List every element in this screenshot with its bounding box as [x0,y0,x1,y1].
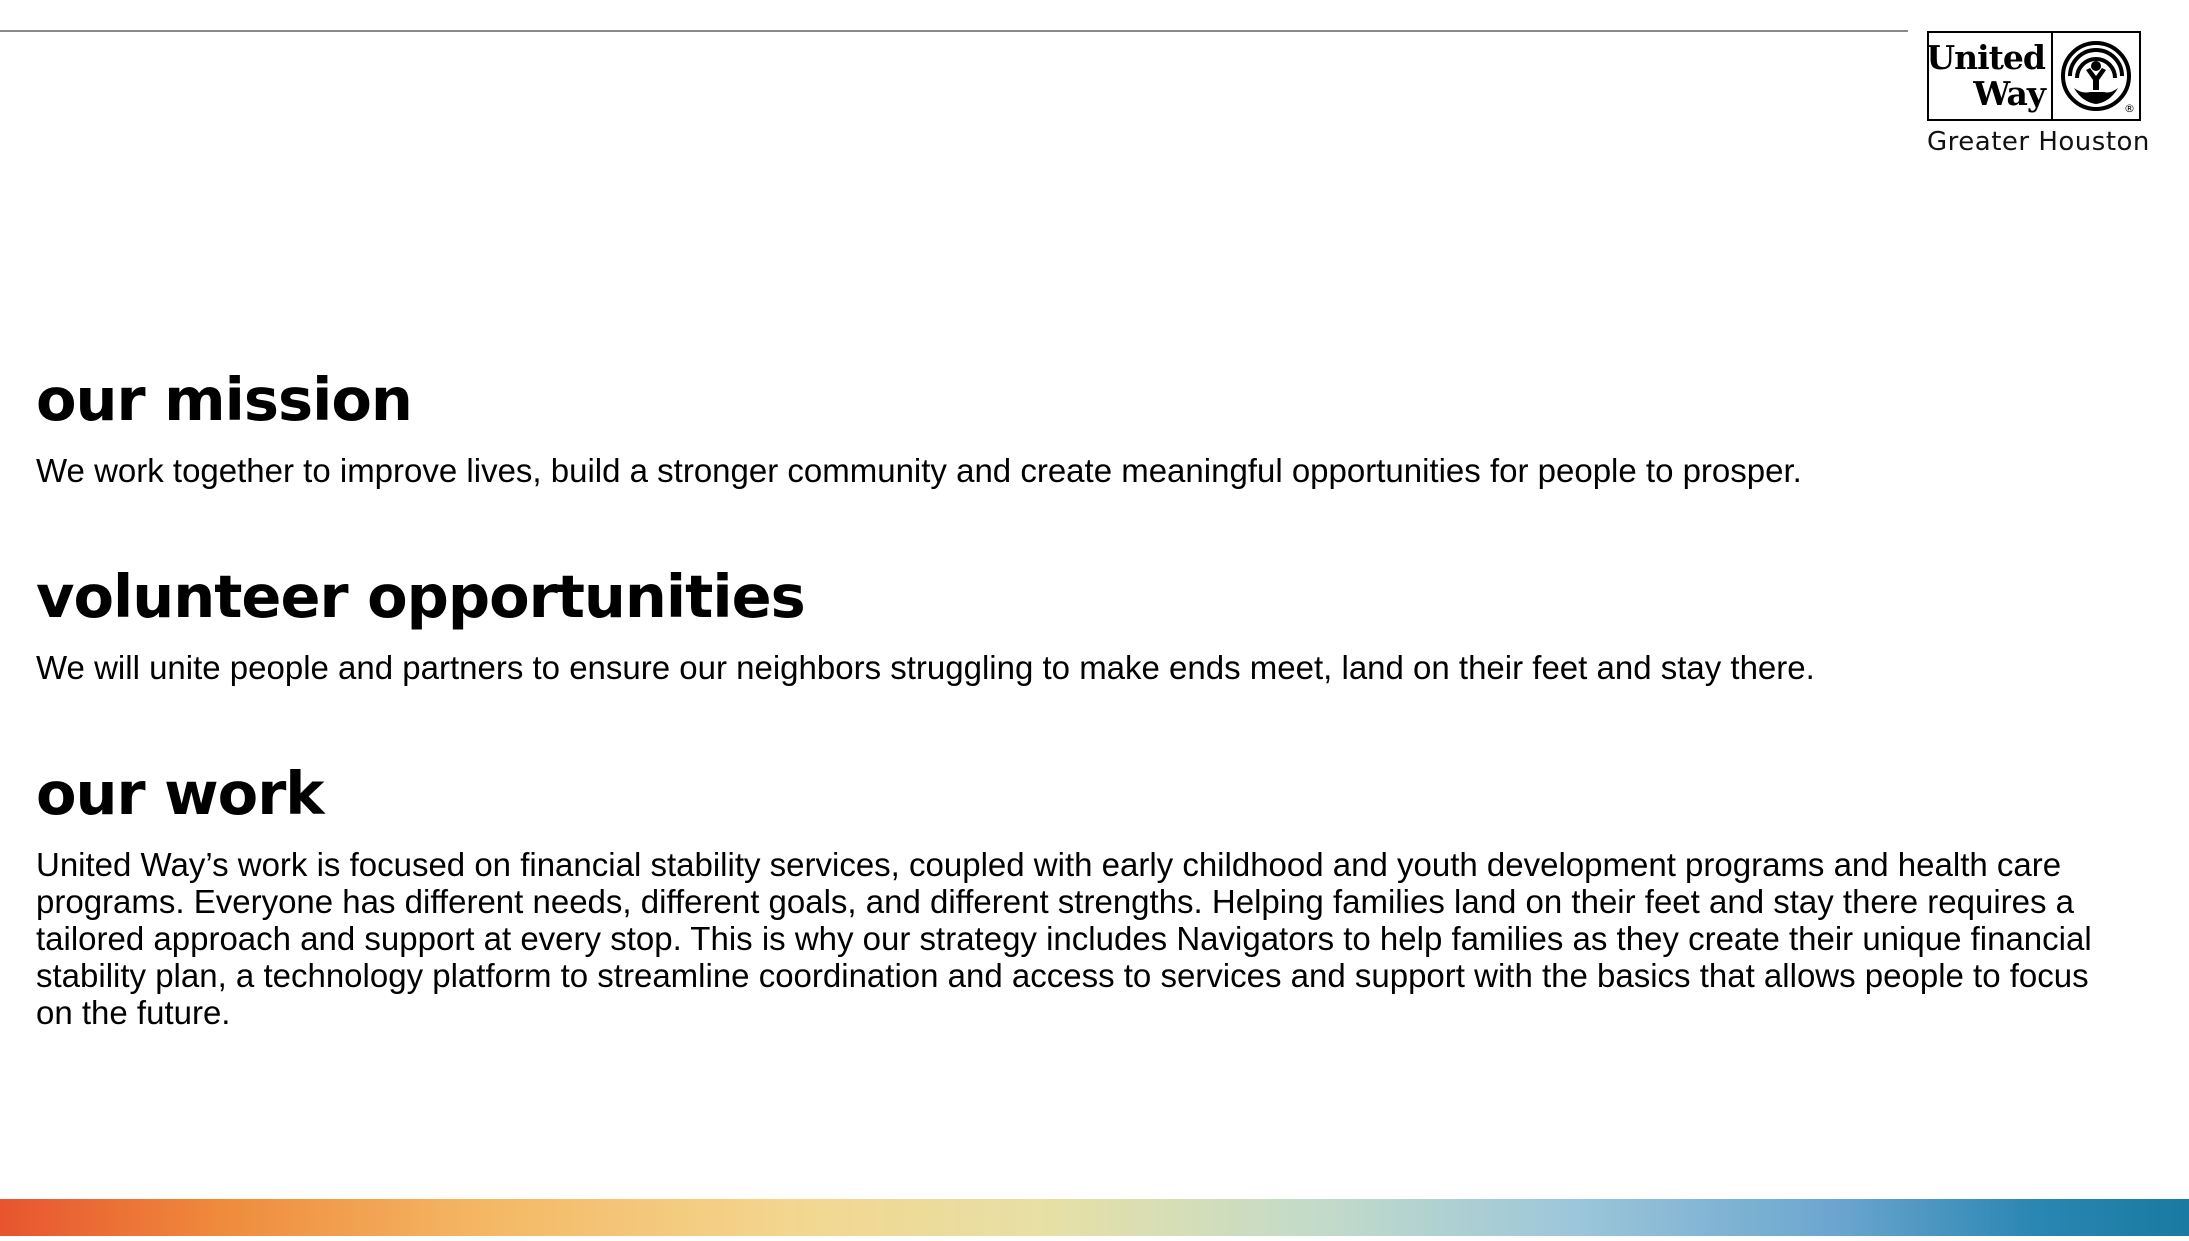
section-mission [36,364,2156,489]
logo-wordmark [1926,33,2053,119]
united-way-logo [1926,31,2150,157]
logo-subtitle: Greater Houston [1927,127,2150,157]
united-way-hand-icon [2053,33,2139,119]
registered-mark: ® [2124,102,2135,115]
logo-word-way: Way [1973,74,2045,113]
work-text: United Way’s work is focused on financial stability services, coupled with early childhood and youth development programs and health care programs. Everyone has different needs, different goals, and different strengths. Helping families land on their feet and stay there requires a tailored approach and support at every stop. This is why our strategy includes Navigators to help families as they create their unique financial stability plan, a technology platform to streamline coordination and access to services and support with the basics that allows people to focus on the future. [36,846,2092,1031]
main-content [36,364,2156,1031]
logo-word-united: United [1926,38,2045,77]
work-heading: our work [36,759,324,828]
header-divider [0,30,1908,32]
volunteer-text: We will unite people and partners to ensure our neighbors struggling to make ends meet, land on their feet and stay there. [36,649,1815,686]
logo-box [1927,31,2141,121]
section-work [36,758,2156,1031]
section-volunteer [36,561,2156,686]
volunteer-heading: volunteer opportunities [36,562,805,631]
footer-gradient-bar [0,1199,2189,1236]
mission-heading: our mission [36,365,412,434]
mission-text: We work together to improve lives, build a stronger community and create meaningful opportunities for people to prosper. [36,452,1802,489]
